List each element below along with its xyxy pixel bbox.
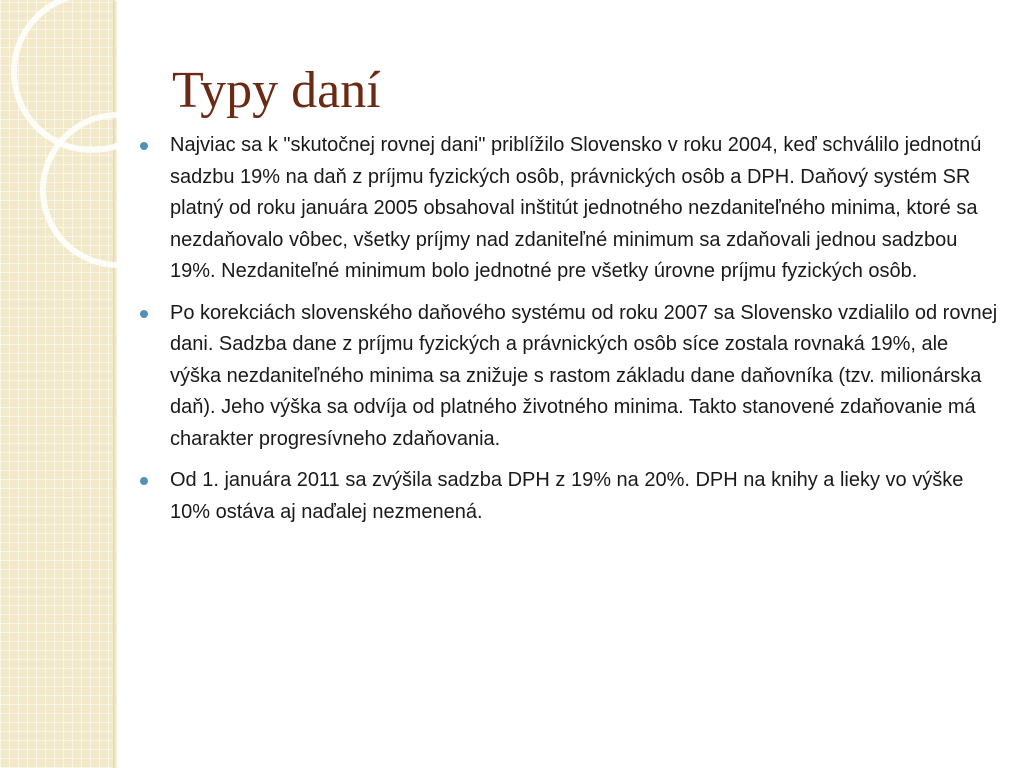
bullet-dot-icon <box>140 310 148 318</box>
bullet-text: Najviac sa k "skutočnej rovnej dani" priblížilo Slovensko v roku 2004, keď schválilo jednotnú sadzbu 19% na daň z príjmu fyzických osôb, právnických osôb a DPH. Daňový systém SR platný od roku januára 2005 obsahoval inštitút jednotného nezdaniteľného minima, ktoré sa nezdaňovalo vôbec, všetky príjmy nad zdaniteľné minimum sa zdaňovali jednou sadzbou 19%. Nezdaniteľné minimum bolo jednotné pre všetky úrovne príjmu fyzických osôb. <box>170 134 982 282</box>
slide-content <box>140 130 1000 538</box>
bullet-item-2 <box>140 298 1000 456</box>
bullet-text: Po korekciách slovenského daňového systému od roku 2007 sa Slovensko vzdialilo od rovnej dani. Sadzba dane z príjmu fyzických a právnických osôb síce zostala rovnaká 19%, ale výška nezdaniteľného minima sa znižuje s rastom základu dane daňovníka (tzv. milionárska daň). Jeho výška sa odvíja od platného životného minima. Takto stanovené zdaňovanie má charakter progresívneho zdaňovania. <box>170 301 998 450</box>
decorative-circle-bottom <box>43 115 140 265</box>
decorative-circles <box>0 0 140 300</box>
bullet-dot-icon <box>140 477 148 485</box>
slide-title: Typy daní <box>172 62 381 119</box>
bullet-item-3 <box>140 465 1000 528</box>
bullet-dot-icon <box>140 142 148 150</box>
bullet-text: Od 1. januára 2011 sa zvýšila sadzba DPH z 19% na 20%. DPH na knihy a lieky vo výške 10% ostáva aj naďalej nezmenená. <box>170 469 964 523</box>
bullet-list <box>140 130 1000 528</box>
bullet-item-1 <box>140 130 1000 288</box>
